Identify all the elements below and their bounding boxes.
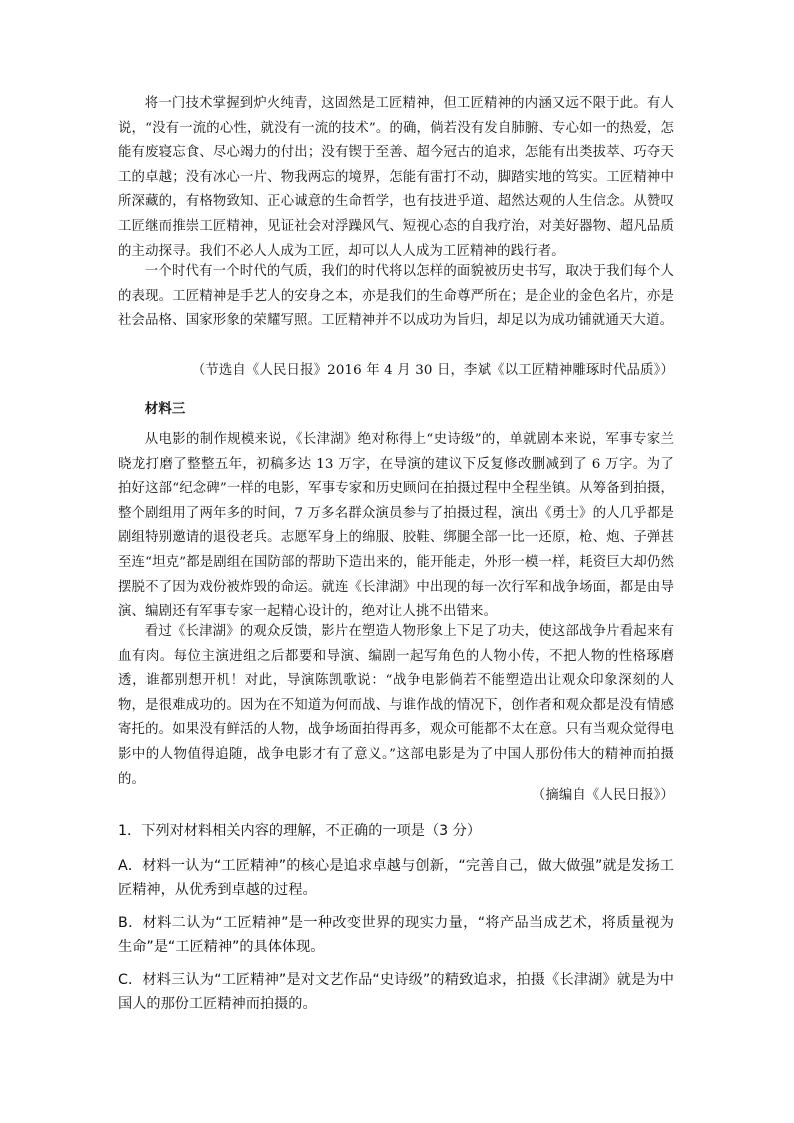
material3-paragraph-2: 看过《长津湖》的观众反馈，影片在塑造人物形象上下足了功夫，使这部战争片看起来有血有肉。每位主演进组之后都要和导演、编剧一起写角色的人物小传，不把人物的性格琢磨透，谁都别想开机！对此，导演陈凯歌说：“战争电影倘若不能塑造出让观众印象深刻的人物，是很难成功的。因为在不知道为何而战、与谁作战的情况下，创作者和观众都是没有情感寄托的。如果没有鲜活的人物，战争场面拍得再多，观众可能都不太在意。只有当观众觉得电影中的人物值得追随，战争电影才有了意义。”这部电影是为了中国人那份伟大的精神而拍摄的。	[118, 624, 674, 787]
material3-source: （摘编自《人民日报》）	[531, 788, 674, 803]
material2-source: （节选自《人民日报》2016 年 4 月 30 日，李斌《以工匠精神雕琢时代品质》）	[191, 363, 674, 378]
question-1-option-c: C．材料三认为“工匠精神”是对文艺作品“史诗级”的精致追求，拍摄《长津湖》就是为中国人的那份工匠精神而拍摄的。	[118, 972, 674, 1012]
question-1-stem: 1．下列对材料相关内容的理解，不正确的一项是（3 分）	[118, 823, 482, 839]
material3-paragraph-1: 从电影的制作规模来说，《长津湖》绝对称得上“史诗级”的，单就剧本来说，军事专家兰晓龙打磨了整整五年，初稿多达 13 万字，在导演的建议下反复修改删减到了 6 万字。为了拍好这部“纪念碑”一样的电影，军事专家和历史顾问在拍摄过程中全程坐镇。从筹备到拍摄，整个剧组用了两年多的时间，7 万多名群众演员参与了拍摄过程，演出《勇士》的人几乎都是剧组特别邀请的退役老兵。志愿军身上的绵服、胶鞋、绑腿全部一比一还原，枪、炮、子弹甚至连“坦克”都是剧组在国防部的帮助下造出来的，能开能走，外形一模一样，耗资巨大却仍然摆脱不了因为戏份被炸毁的命运。就连《长津湖》中出现的每一次行军和战争场面，都是由导演、编剧还有军事专家一起精心设计的，绝对让人挑不出错来。	[118, 432, 674, 620]
material2-paragraph-2: 一个时代有一个时代的气质，我们的时代将以怎样的面貌被历史书写，取决于我们每个人的表现。工匠精神是手艺人的安身之本，亦是我们的生命尊严所在；是企业的金色名片，亦是社会品格、国家形象的荣耀写照。工匠精神并不以成功为旨归，却足以为成功铺就通天大道。	[118, 264, 674, 329]
material3-heading: 材料三	[144, 401, 186, 417]
question-1-option-b: B．材料二认为“工匠精神”是一种改变世界的现实力量，“将产品当成艺术，将质量视为生命”是“工匠精神”的具体体现。	[118, 915, 674, 955]
material2-paragraph-1: 将一门技术掌握到炉火纯青，这固然是工匠精神，但工匠精神的内涵又远不限于此。有人说，“没有一流的心性，就没有一流的技术”。的确，倘若没有发自肺腑、专心如一的热爱，怎能有废寝忘食、尽心竭力的付出；没有锲于至善、超今冠古的追求，怎能有出类拔萃、巧夺天工的卓越；没有冰心一片、物我两忘的境界，怎能有雷打不动，脚踏实地的笃实。工匠精神中所深藏的，有格物致知、正心诚意的生命哲学，也有技进乎道、超然达观的人生信念。从赞叹工匠继而推崇工匠精神，见证社会对浮躁风气、短视心态的自我疗治，对美好器物、超凡品质的主动探寻。我们不必人人成为工匠，却可以人人成为工匠精神的践行者。	[118, 96, 674, 259]
question-1-option-a: A．材料一认为“工匠精神”的核心是追求卓越与创新，“完善自己，做大做强”就是发扬工匠精神，从优秀到卓越的过程。	[118, 858, 674, 898]
